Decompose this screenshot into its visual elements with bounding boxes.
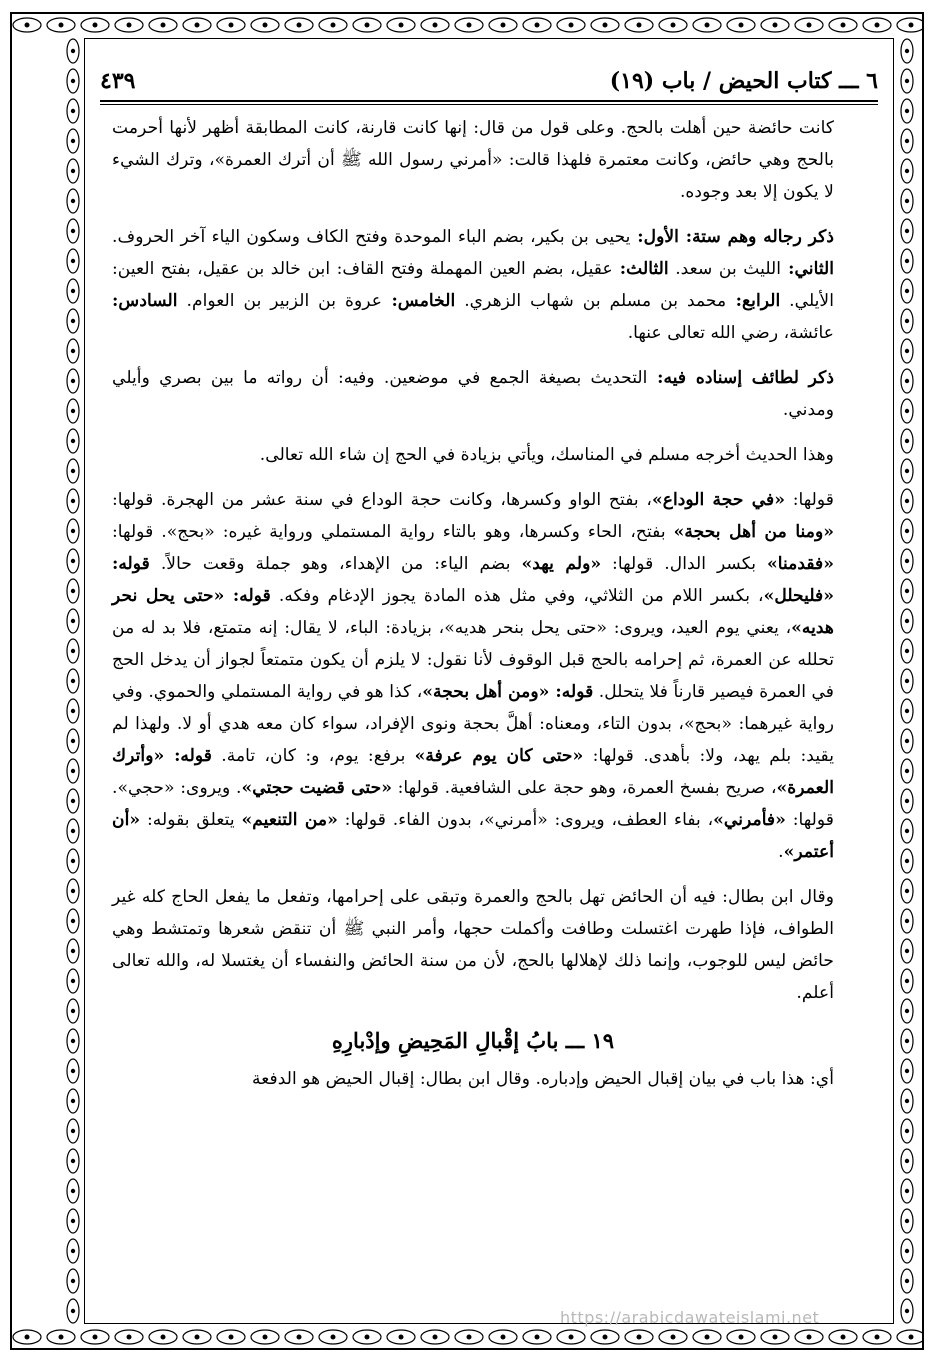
text-run: ، بفتح الواو وكسرها، وكانت حجة الوداع في سنة عشر من الهجرة. قولها: (112, 490, 652, 510)
paragraph-sources (112, 439, 834, 471)
bold-term: «حتى كان يوم عرفة» (414, 746, 584, 766)
text-run: وهذا الحديث أخرجه مسلم في المناسك، ويأتي بزيادة في الحج إن شاء الله تعالى. (259, 445, 834, 465)
text-run: بضم الياء: من الإهداء، وهو جملة وقعت حالاً. (149, 554, 522, 574)
text-run: عائشة، رضي الله تعالى عنها. (627, 323, 834, 343)
bold-term: الخامس: (382, 291, 456, 311)
bold-term: ذكر لطائف إسناده فيه: (647, 368, 834, 388)
text-run: بفتح، الحاء وكسرها، وهو بالتاء رواية المستملي ورواية غيره: «بحج». قولها: (112, 522, 674, 542)
text-run: ، يعني يوم العيد، ويروى: «حتى يحل بنحر هديه»، بزيادة: الباء، لا يقال: إنه متمتع، فلا بد له من تحلله عن العمرة، ثم إحرامه بالحج قبل الوقوف لأنا نقول: لا يلزم أن يكون متمتعاً لجواز أن يدخل الحج في العمرة فيصير قارناً فلا يتحلل. (112, 618, 835, 702)
text-run: ، بفاء العطف، ويروى: «أمرني»، بدون الفاء. قولها: (337, 810, 714, 830)
bold-term: «ومنا من أهل بحجة» (673, 522, 834, 542)
ornament-border-right (896, 36, 918, 1324)
bold-term: الثاني: (781, 259, 835, 279)
text-run: قولها: (784, 490, 834, 510)
watermark-url: https://arabicdawateislami.net (560, 1308, 820, 1327)
page-number: ٤٣٩ (100, 68, 136, 94)
paragraph-commentary (112, 484, 834, 868)
bold-term: «أن أعتمر» (112, 810, 834, 862)
text-run: الليث بن سعد. (668, 259, 782, 279)
ornament-border-left (62, 36, 84, 1324)
ornament-border-bottom (10, 1326, 924, 1348)
header-rule-thin (100, 104, 878, 105)
text-run: ، كذا هو في رواية المستملي والحموي. وفي رواية غيرهما: «بحج»، بدون التاء، ومعناه: أهلَّ بحجة ونوى الإفراد، سواء كان معه هدي أو لا. ولهذا لم يقيد: بلم يهد، ولا: بأهدى. قولها: (112, 682, 834, 766)
bold-term: السادس: (112, 291, 178, 311)
paragraph-1 (112, 112, 834, 208)
text-run: محمد بن مسلم بن شهاب الزهري. (455, 291, 727, 311)
text-run: بكسر الدال. قولها: (601, 554, 767, 574)
text-run: يتعلق بقوله: (140, 810, 242, 830)
bold-term: ذكر رجاله وهم ستة: (678, 227, 834, 247)
chapter-heading: ١٩ ـــ بابُ إقْبالِ المَحِيضِ وإدْبارِهِ (331, 1028, 615, 1053)
text-run: وقال ابن بطال: فيه أن الحائض تهل بالحج والعمرة وتبقى على إحرامها، وتفعل ما يفعل الحاج كله غير الطواف، فإذا طهرت اغتسلت وطافت وأكملت حجها، وأمر النبي ﷺ أن تنقض شعرها وتمتشط وهي حائض ليس للوجوب، وإنما ذلك لإهلالها بالحج، لأن من سنة الحائض والنفساء أن يغتسلا له، والله تعالى أعلم. (112, 887, 834, 1003)
bold-term: «ولم يهد» (521, 554, 602, 574)
bold-term: قوله: «حتى يحل نحر هديه» (112, 586, 834, 638)
bold-term: الأول: (630, 227, 679, 247)
bold-term: «في حجة الوداع» (651, 490, 785, 510)
bold-term: «حتى قضيت حجتي» (241, 778, 392, 798)
text-run: أي: هذا باب في بيان إقبال الحيض وإدباره. وقال ابن بطال: إقبال الحيض هو الدفعة (252, 1069, 834, 1089)
header-rule (100, 100, 878, 102)
text-run: برفع: يوم، و: كان، تامة. (211, 746, 415, 766)
paragraph-chain-features (112, 362, 834, 426)
text-run: . ويروى: «حجي». قولها: (112, 778, 834, 830)
text-run: التحديث بصيغة الجمع في موضعين. وفيه: أن رواته ما بين بصري وأيلي ومدني. (112, 368, 834, 420)
bold-term: قوله: «وأترك العمرة» (112, 746, 834, 798)
text-run: . (778, 842, 784, 862)
paragraph-narrators (112, 221, 834, 349)
bold-term: «من التنعيم» (241, 810, 338, 830)
text-run: عروة بن الزبير بن العوام. (177, 291, 383, 311)
bold-term: قوله: «فليحلل» (112, 554, 834, 606)
header-title: ٦ ـــ كتاب الحيض / باب (١٩) (609, 68, 878, 94)
running-header (100, 66, 878, 96)
page-body (112, 112, 834, 1108)
text-run: ، بكسر اللام من الثلاثي، وفي مثل هذه المادة يجوز الإدغام وفكه. (270, 586, 764, 606)
text-run: يحيى بن بكير، بضم الباء الموحدة وفتح الكاف وسكون الياء آخر الحروف. (112, 227, 631, 247)
paragraph-chapter-intro (112, 1063, 834, 1095)
bold-term: «فقدمنا» (766, 554, 835, 574)
bold-term: قوله: «ومن أهل بحجة» (422, 682, 594, 702)
ornament-border-top (10, 14, 924, 36)
text-run: عقيل، بضم العين المهملة وفتح القاف: ابن خالد بن عقيل، بفتح العين: الأيلي. (112, 259, 835, 311)
text-run: ، صريح بفسخ العمرة، وهو حجة على الشافعية. قولها: (391, 778, 777, 798)
paragraph-ibn-battal (112, 881, 834, 1009)
bold-term: «فأمرني» (713, 810, 786, 830)
bold-term: الرابع: (726, 291, 781, 311)
bold-term: الثالث: (612, 259, 669, 279)
text-run: كانت حائضة حين أهلت بالحج. وعلى قول من قال: إنها كانت قارنة، كانت المطابقة أظهر لأنها أحرمت بالحج وهي حائض، وكانت معتمرة فلهذا قالت: «أمرني رسول الله ﷺ أن أترك العمرة»، وترك الشيء لا يكون إلا بعد وجوده. (112, 118, 834, 202)
